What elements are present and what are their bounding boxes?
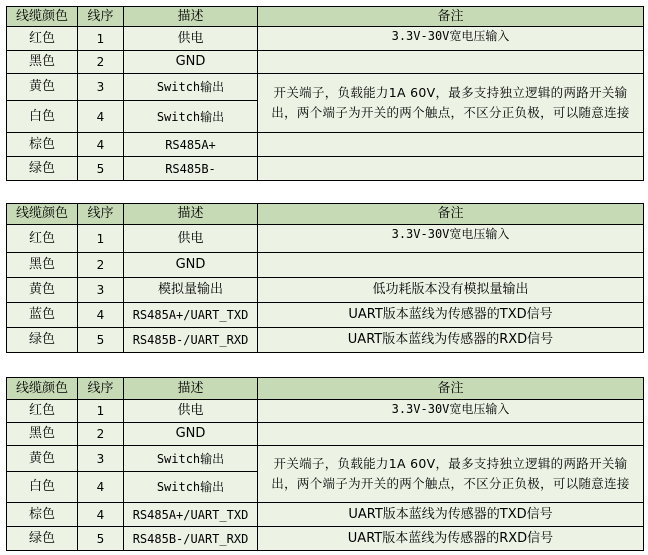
- table-row: [7, 74, 644, 101]
- cable-color-cell: 黄色: [7, 74, 78, 101]
- cable-color-cell: 白色: [7, 472, 78, 503]
- desc-cell: RS485B-: [124, 157, 258, 181]
- wiring-table-1: [6, 6, 644, 181]
- seq-cell: 1: [78, 27, 124, 51]
- cable-color-cell: 绿色: [7, 328, 78, 353]
- table-header-row: [7, 378, 644, 400]
- table-row: [7, 328, 644, 353]
- cable-color-cell: 黑色: [7, 253, 78, 278]
- note-cell: UART版本蓝线为传感器的TXD信号: [258, 503, 644, 527]
- header-desc: 描述: [124, 204, 258, 225]
- desc-cell: 供电: [124, 225, 258, 253]
- cable-color-cell: 黄色: [7, 278, 78, 303]
- cable-color-cell: 蓝色: [7, 303, 78, 328]
- note-cell-empty: [258, 133, 644, 157]
- cable-color-cell: 黑色: [7, 423, 78, 446]
- desc-cell: 供电: [124, 400, 258, 423]
- seq-cell: 2: [78, 423, 124, 446]
- note-cell-switch: 开关端子，负载能力1A 60V，最多支持独立逻辑的两路开关输出，两个端子为开关的两个触点，不区分正负极，可以随意连接: [258, 74, 644, 133]
- header-note: 备注: [258, 7, 644, 27]
- table-row: [7, 446, 644, 472]
- note-cell: 3.3V-30V宽电压输入: [258, 27, 644, 51]
- table-row: [7, 278, 644, 303]
- seq-cell: 1: [78, 400, 124, 423]
- note-cell-empty: [258, 157, 644, 181]
- table-row: [7, 303, 644, 328]
- desc-cell: 模拟量输出: [124, 278, 258, 303]
- desc-cell: Switch输出: [124, 74, 258, 101]
- table-row: [7, 27, 644, 51]
- note-cell: 低功耗版本没有模拟量输出: [258, 278, 644, 303]
- note-cell: UART版本蓝线为传感器的RXD信号: [258, 328, 644, 353]
- cable-color-cell: 绿色: [7, 157, 78, 181]
- desc-cell: RS485A+/UART_TXD: [124, 503, 258, 527]
- seq-cell: 3: [78, 446, 124, 472]
- seq-cell: 5: [78, 527, 124, 551]
- desc-cell: RS485A+: [124, 133, 258, 157]
- seq-cell: 3: [78, 278, 124, 303]
- seq-cell: 5: [78, 328, 124, 353]
- header-seq: 线序: [78, 7, 124, 27]
- wiring-table-2: [6, 203, 644, 353]
- cable-color-cell: 红色: [7, 27, 78, 51]
- table-row: [7, 133, 644, 157]
- note-cell: [258, 253, 644, 278]
- header-color: 线缆颜色: [7, 378, 78, 400]
- table-header-row: [7, 204, 644, 225]
- desc-cell: GND: [124, 253, 258, 278]
- wiring-table-3: [6, 377, 644, 551]
- seq-cell: 4: [78, 503, 124, 527]
- cable-color-cell: 红色: [7, 225, 78, 253]
- desc-cell: RS485A+/UART_TXD: [124, 303, 258, 328]
- seq-cell: 4: [78, 303, 124, 328]
- note-cell-empty: [258, 423, 644, 446]
- seq-cell: 1: [78, 225, 124, 253]
- desc-cell: 供电: [124, 27, 258, 51]
- note-cell-empty: [258, 51, 644, 74]
- header-color: 线缆颜色: [7, 7, 78, 27]
- cable-color-cell: 白色: [7, 101, 78, 133]
- header-seq: 线序: [78, 378, 124, 400]
- header-note: 备注: [258, 378, 644, 400]
- cable-color-cell: 红色: [7, 400, 78, 423]
- note-cell: UART版本蓝线为传感器的TXD信号: [258, 303, 644, 328]
- desc-cell: Switch输出: [124, 446, 258, 472]
- cable-color-cell: 棕色: [7, 503, 78, 527]
- table-row: [7, 157, 644, 181]
- table-row: [7, 253, 644, 278]
- seq-cell: 2: [78, 253, 124, 278]
- header-seq: 线序: [78, 204, 124, 225]
- desc-cell: Switch输出: [124, 472, 258, 503]
- seq-cell: 4: [78, 472, 124, 503]
- cable-color-cell: 黄色: [7, 446, 78, 472]
- table-row: [7, 51, 644, 74]
- seq-cell: 5: [78, 157, 124, 181]
- seq-cell: 4: [78, 133, 124, 157]
- desc-cell: RS485B-/UART_RXD: [124, 527, 258, 551]
- table-row: [7, 503, 644, 527]
- seq-cell: 3: [78, 74, 124, 101]
- desc-cell: GND: [124, 423, 258, 446]
- table-row: [7, 400, 644, 423]
- desc-cell: GND: [124, 51, 258, 74]
- table-row: [7, 423, 644, 446]
- header-note: 备注: [258, 204, 644, 225]
- note-cell: UART版本蓝线为传感器的RXD信号: [258, 527, 644, 551]
- seq-cell: 4: [78, 101, 124, 133]
- note-cell: 3.3V-30V宽电压输入: [258, 400, 644, 423]
- note-cell: 3.3V-30V宽电压输入: [258, 225, 644, 253]
- table-row: [7, 527, 644, 551]
- cable-color-cell: 棕色: [7, 133, 78, 157]
- header-desc: 描述: [124, 7, 258, 27]
- table-row: [7, 225, 644, 253]
- header-desc: 描述: [124, 378, 258, 400]
- seq-cell: 2: [78, 51, 124, 74]
- desc-cell: Switch输出: [124, 101, 258, 133]
- note-cell-switch: 开关端子，负载能力1A 60V，最多支持独立逻辑的两路开关输出，两个端子为开关的两个触点，不区分正负极，可以随意连接: [258, 446, 644, 503]
- header-color: 线缆颜色: [7, 204, 78, 225]
- desc-cell: RS485B-/UART_RXD: [124, 328, 258, 353]
- cable-color-cell: 绿色: [7, 527, 78, 551]
- table-header-row: [7, 7, 644, 27]
- cable-color-cell: 黑色: [7, 51, 78, 74]
